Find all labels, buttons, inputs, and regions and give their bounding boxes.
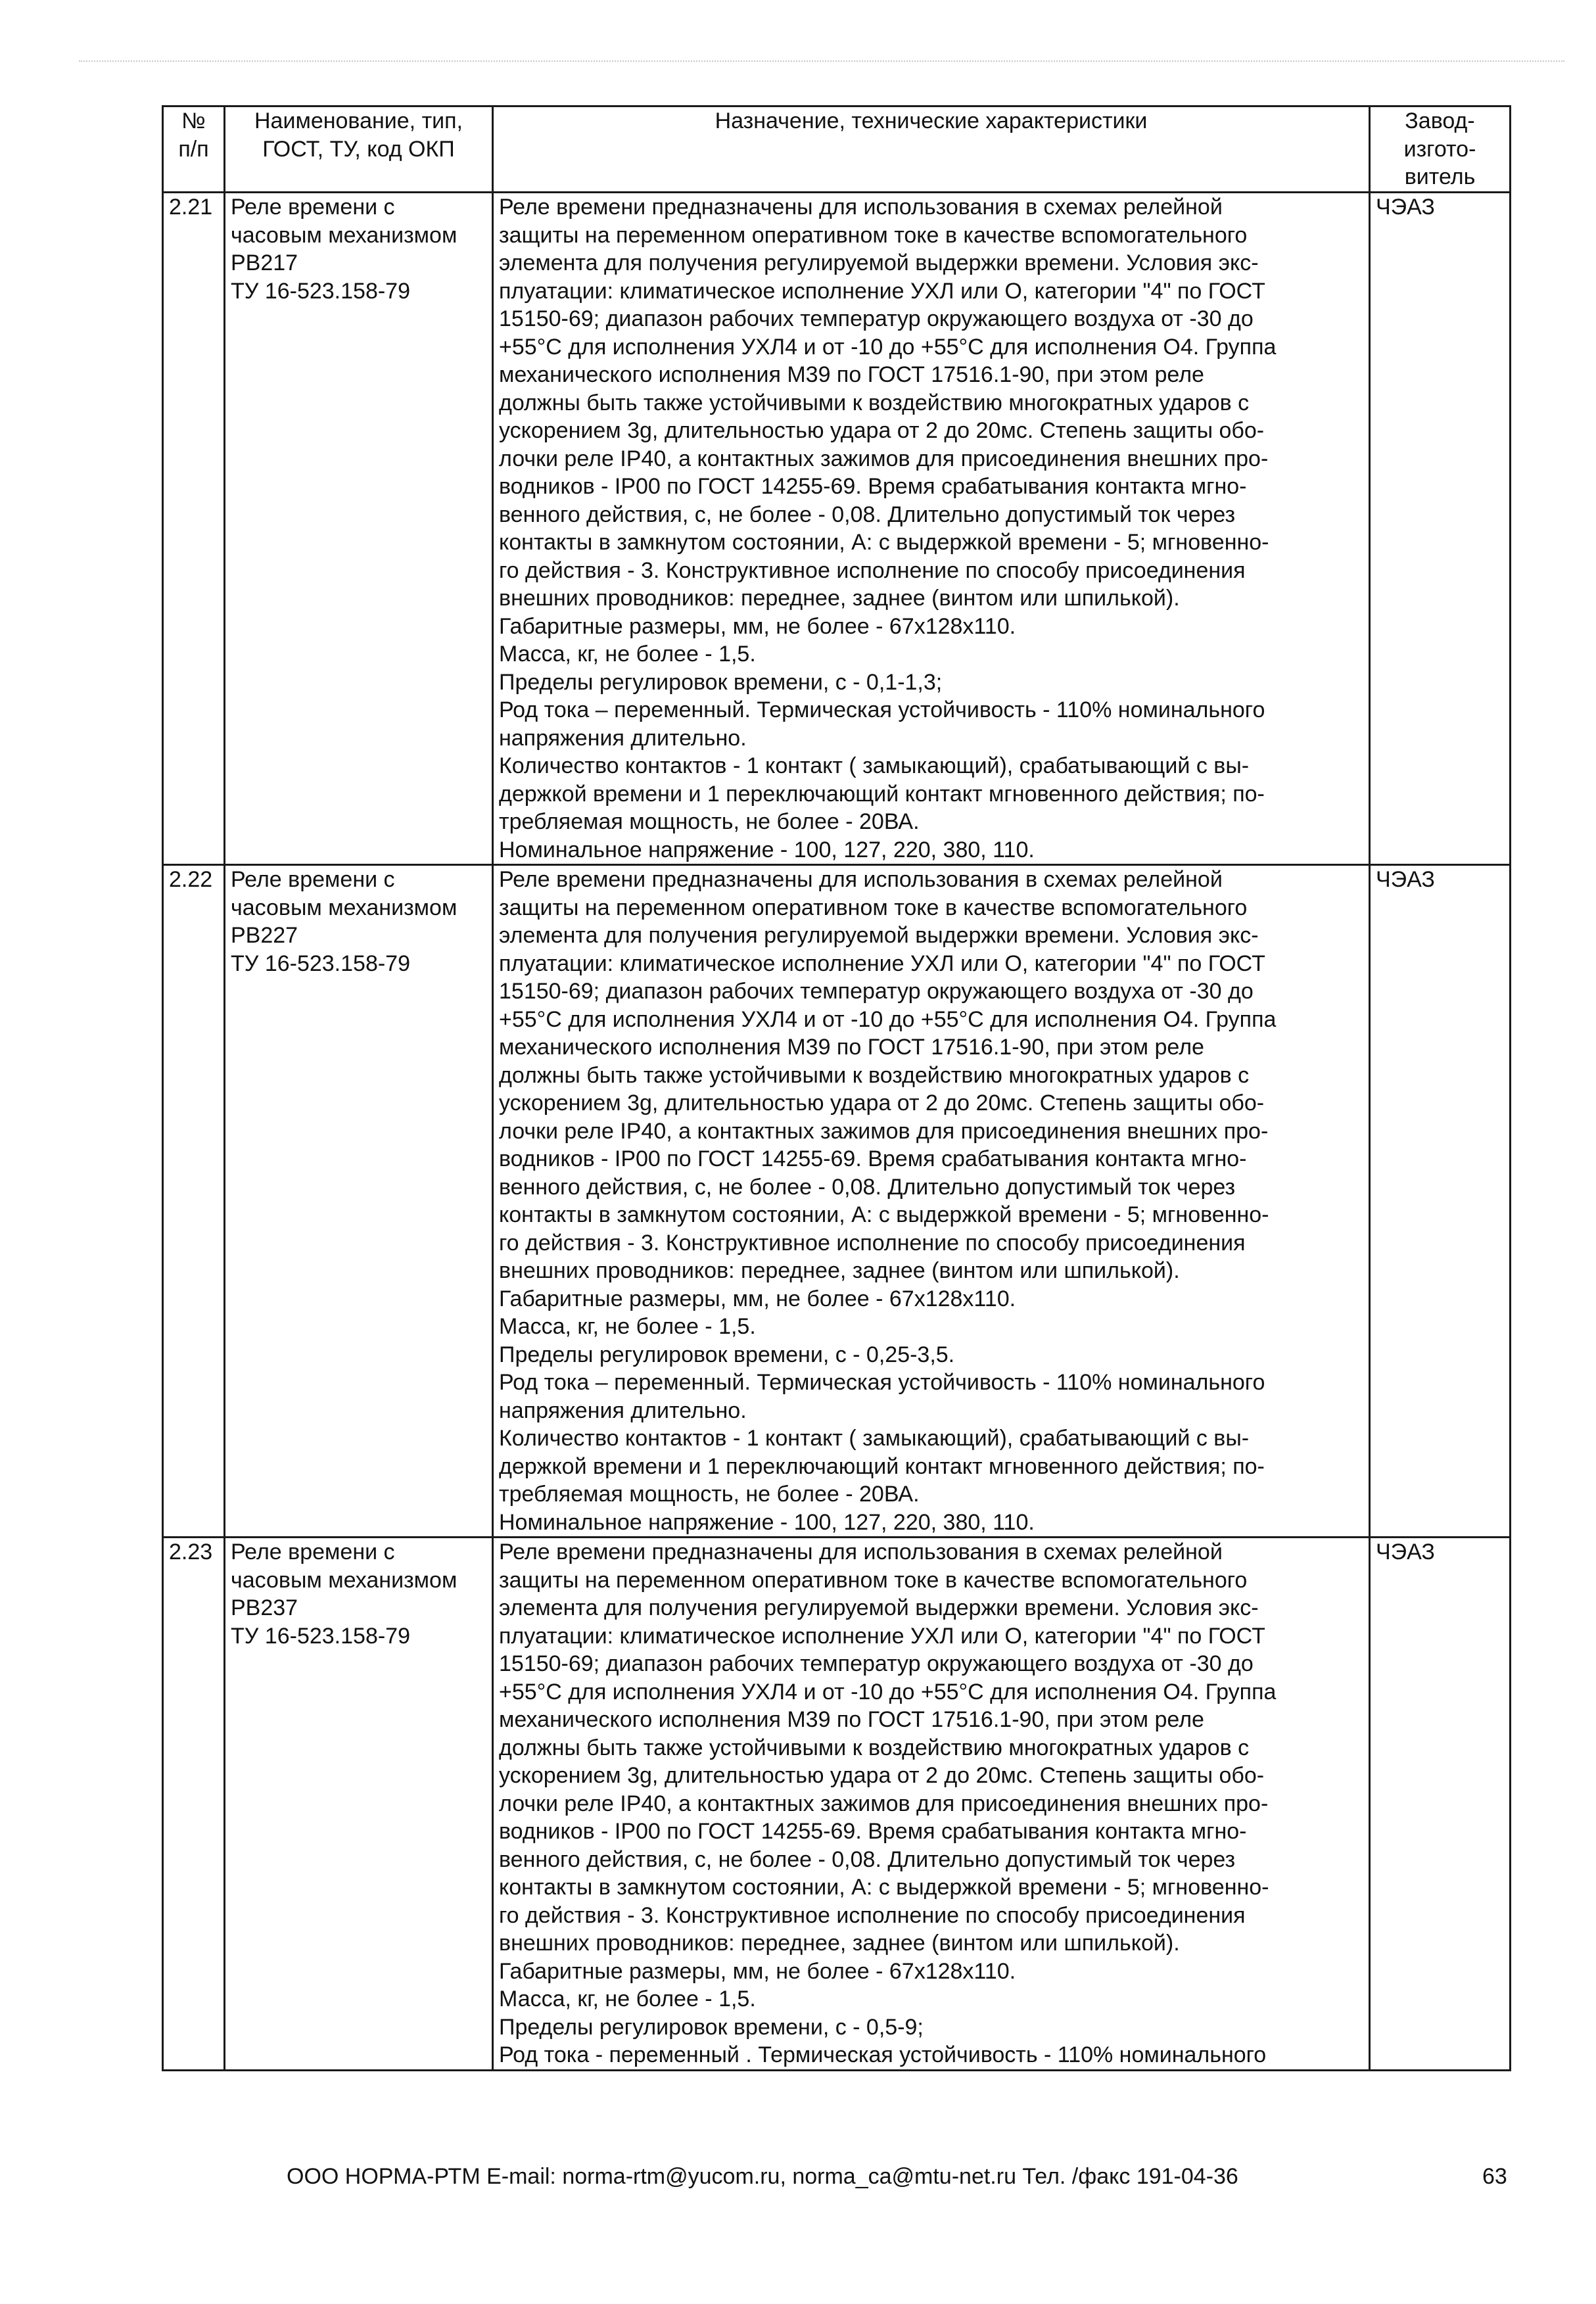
description-line: венного действия, с, не более - 0,08. Длительно допустимый ток через bbox=[499, 502, 1236, 527]
description-line: контакты в замкнутом состоянии, А: с выдержкой времени - 5; мгновенно- bbox=[499, 530, 1269, 555]
description-line: Реле времени предназначены для использования в схемах релейной bbox=[499, 1540, 1223, 1564]
description-line: защиты на переменном оперативном токе в качестве вспомогательного bbox=[499, 1567, 1248, 1593]
manufacturer-cell: ЧЭАЗ bbox=[1370, 865, 1511, 1538]
product-name-line: РВ217 bbox=[231, 250, 298, 275]
description-line: механического исполнения М39 по ГОСТ 17516.1-90, при этом реле bbox=[499, 1035, 1204, 1060]
header-name: Наименование, тип, ГОСТ, ТУ, код ОКП bbox=[225, 106, 493, 193]
description-line: контакты в замкнутом состоянии, А: с выдержкой времени - 5; мгновенно- bbox=[499, 1202, 1269, 1227]
description-line: го действия - 3. Конструктивное исполнение по способу присоединения bbox=[499, 557, 1246, 583]
product-name-cell bbox=[225, 193, 493, 865]
description-line: 15150-69; диапазон рабочих температур окружающего воздуха от -30 до bbox=[499, 306, 1254, 331]
description-line: Пределы регулировок времени, с - 0,1-1,3; bbox=[499, 669, 943, 695]
description-line: ускорением 3g, длительностью удара от 2 до 20мс. Степень защиты обо- bbox=[499, 1091, 1265, 1116]
description-line: венного действия, с, не более - 0,08. Длительно допустимый ток через bbox=[499, 1174, 1236, 1200]
description-line: внешних проводников: переднее, заднее (винтом или шпилькой). bbox=[499, 1258, 1180, 1283]
description-line: внешних проводников: переднее, заднее (винтом или шпилькой). bbox=[499, 1931, 1180, 1956]
description-line: лочки реле IP40, а контактных зажимов для присоединения внешних про- bbox=[499, 446, 1269, 471]
row-number: 2.21 bbox=[163, 193, 225, 865]
description-line: плуатации: климатическое исполнение УХЛ или О, категории "4" по ГОСТ bbox=[499, 951, 1265, 976]
description-line: ускорением 3g, длительностью удара от 2 до 20мс. Степень защиты обо- bbox=[499, 1763, 1265, 1788]
description-line: защиты на переменном оперативном токе в качестве вспомогательного bbox=[499, 222, 1248, 248]
product-name-line: ТУ 16-523.158-79 bbox=[231, 951, 410, 976]
product-name-line: часовым механизмом bbox=[231, 895, 458, 920]
description-line: должны быть также устойчивыми к воздействию многократных ударов с bbox=[499, 1062, 1250, 1088]
description-line: водников - IP00 по ГОСТ 14255-69. Время срабатывания контакта мгно- bbox=[499, 1146, 1247, 1171]
description-line: Количество контактов - 1 контакт ( замыкающий), срабатывающий с вы- bbox=[499, 753, 1250, 778]
header-purpose: Назначение, технические характеристики bbox=[493, 106, 1370, 193]
description-line: венного действия, с, не более - 0,08. Длительно допустимый ток через bbox=[499, 1846, 1236, 1872]
description-line: Реле времени предназначены для использования в схемах релейной bbox=[499, 867, 1223, 892]
manufacturer-cell: ЧЭАЗ bbox=[1370, 1538, 1511, 2071]
description-line: элемента для получения регулируемой выдержки времени. Условия экс- bbox=[499, 1595, 1259, 1620]
header-maker: Завод- изгото- витель bbox=[1370, 106, 1511, 193]
description-line: Пределы регулировок времени, с - 0,25-3,5. bbox=[499, 1342, 955, 1367]
product-name-cell bbox=[225, 1538, 493, 2071]
description-line: Номинальное напряжение - 100, 127, 220, 380, 110. bbox=[499, 837, 1035, 862]
description-line: Род тока - переменный . Термическая устойчивость - 110% номинального bbox=[499, 2042, 1267, 2067]
description-line: держкой времени и 1 переключающий контакт мгновенного действия; по- bbox=[499, 781, 1265, 807]
table-row bbox=[163, 1538, 1511, 2071]
description-line: лочки реле IP40, а контактных зажимов для присоединения внешних про- bbox=[499, 1118, 1269, 1144]
description-line: должны быть также устойчивыми к воздействию многократных ударов с bbox=[499, 390, 1250, 415]
description-line: водников - IP00 по ГОСТ 14255-69. Время срабатывания контакта мгно- bbox=[499, 474, 1247, 499]
description-line: внешних проводников: переднее, заднее (винтом или шпилькой). bbox=[499, 586, 1180, 611]
description-line: 15150-69; диапазон рабочих температур окружающего воздуха от -30 до bbox=[499, 979, 1254, 1004]
description-line: механического исполнения М39 по ГОСТ 17516.1-90, при этом реле bbox=[499, 362, 1204, 387]
description-line: Габаритные размеры, мм, не более - 67х128х110. bbox=[499, 613, 1016, 639]
description-line: го действия - 3. Конструктивное исполнение по способу присоединения bbox=[499, 1902, 1246, 1928]
description-line: механического исполнения М39 по ГОСТ 17516.1-90, при этом реле bbox=[499, 1707, 1204, 1732]
description-line: Реле времени предназначены для использования в схемах релейной bbox=[499, 195, 1223, 220]
product-name-line: ТУ 16-523.158-79 bbox=[231, 1623, 410, 1649]
description-line: +55°С для исполнения УХЛ4 и от -10 до +55°С для исполнения О4. Группа bbox=[499, 334, 1277, 360]
description-line: 15150-69; диапазон рабочих температур окружающего воздуха от -30 до bbox=[499, 1651, 1254, 1676]
description-line: плуатации: климатическое исполнение УХЛ или О, категории "4" по ГОСТ bbox=[499, 1623, 1265, 1649]
description-line: Род тока – переменный. Термическая устойчивость - 110% номинального bbox=[499, 1370, 1265, 1395]
description-cell bbox=[493, 1538, 1370, 2071]
description-line: контакты в замкнутом состоянии, А: с выдержкой времени - 5; мгновенно- bbox=[499, 1875, 1269, 1900]
description-line: защиты на переменном оперативном токе в качестве вспомогательного bbox=[499, 895, 1248, 920]
description-line: ускорением 3g, длительностью удара от 2 до 20мс. Степень защиты обо- bbox=[499, 418, 1265, 443]
description-line: Количество контактов - 1 контакт ( замыкающий), срабатывающий с вы- bbox=[499, 1426, 1250, 1451]
product-name-line: РВ237 bbox=[231, 1595, 298, 1620]
row-number: 2.23 bbox=[163, 1538, 225, 2071]
description-line: водников - IP00 по ГОСТ 14255-69. Время срабатывания контакта мгно- bbox=[499, 1819, 1247, 1844]
product-name-line: Реле времени с bbox=[231, 867, 395, 892]
description-line: Габаритные размеры, мм, не более - 67х128х110. bbox=[499, 1958, 1016, 1984]
product-name-line: часовым механизмом bbox=[231, 222, 458, 248]
description-line: +55°С для исполнения УХЛ4 и от -10 до +55°С для исполнения О4. Группа bbox=[499, 1006, 1277, 1032]
product-name-line: Реле времени с bbox=[231, 195, 395, 220]
row-number: 2.22 bbox=[163, 865, 225, 1538]
description-cell bbox=[493, 193, 1370, 865]
spec-table bbox=[162, 105, 1511, 2071]
description-line: напряжения длительно. bbox=[499, 725, 747, 751]
description-line: лочки реле IP40, а контактных зажимов для присоединения внешних про- bbox=[499, 1791, 1269, 1816]
header-num: № п/п bbox=[163, 106, 225, 193]
description-line: +55°С для исполнения УХЛ4 и от -10 до +55°С для исполнения О4. Группа bbox=[499, 1679, 1277, 1704]
product-name-line: ТУ 16-523.158-79 bbox=[231, 278, 410, 304]
description-line: элемента для получения регулируемой выдержки времени. Условия экс- bbox=[499, 250, 1259, 275]
table-row bbox=[163, 193, 1511, 865]
description-line: требляемая мощность, не более - 20ВА. bbox=[499, 809, 920, 834]
description-line: Род тока – переменный. Термическая устойчивость - 110% номинального bbox=[499, 697, 1265, 722]
product-name-line: часовым механизмом bbox=[231, 1567, 458, 1593]
description-line: го действия - 3. Конструктивное исполнение по способу присоединения bbox=[499, 1230, 1246, 1256]
description-line: должны быть также устойчивыми к воздействию многократных ударов с bbox=[499, 1735, 1250, 1760]
table-row bbox=[163, 865, 1511, 1538]
page-number: 63 bbox=[1482, 2164, 1507, 2189]
header-row bbox=[163, 106, 1511, 193]
description-line: напряжения длительно. bbox=[499, 1398, 747, 1423]
description-line: элемента для получения регулируемой выдержки времени. Условия экс- bbox=[499, 923, 1259, 948]
product-name-line: Реле времени с bbox=[231, 1540, 395, 1564]
scan-noise bbox=[79, 60, 1564, 64]
product-name-line: РВ227 bbox=[231, 923, 298, 948]
product-name-cell bbox=[225, 865, 493, 1538]
description-line: держкой времени и 1 переключающий контакт мгновенного действия; по- bbox=[499, 1453, 1265, 1479]
description-cell bbox=[493, 865, 1370, 1538]
manufacturer-cell: ЧЭАЗ bbox=[1370, 193, 1511, 865]
description-line: Масса, кг, не более - 1,5. bbox=[499, 1987, 756, 2011]
footer-contacts: ООО НОРМА-РТМ E-mail: norma-rtm@yucom.ru, norma_ca@mtu-net.ru Тел. /факс 191-04-36 bbox=[287, 2164, 1238, 2189]
description-line: плуатации: климатическое исполнение УХЛ или О, категории "4" по ГОСТ bbox=[499, 278, 1265, 304]
description-line: требляемая мощность, не более - 20ВА. bbox=[499, 1482, 920, 1507]
description-line: Габаритные размеры, мм, не более - 67х128х110. bbox=[499, 1286, 1016, 1311]
description-line: Масса, кг, не более - 1,5. bbox=[499, 642, 756, 667]
description-line: Масса, кг, не более - 1,5. bbox=[499, 1314, 756, 1339]
description-line: Номинальное напряжение - 100, 127, 220, 380, 110. bbox=[499, 1509, 1035, 1535]
description-line: Пределы регулировок времени, с - 0,5-9; bbox=[499, 2014, 924, 2040]
